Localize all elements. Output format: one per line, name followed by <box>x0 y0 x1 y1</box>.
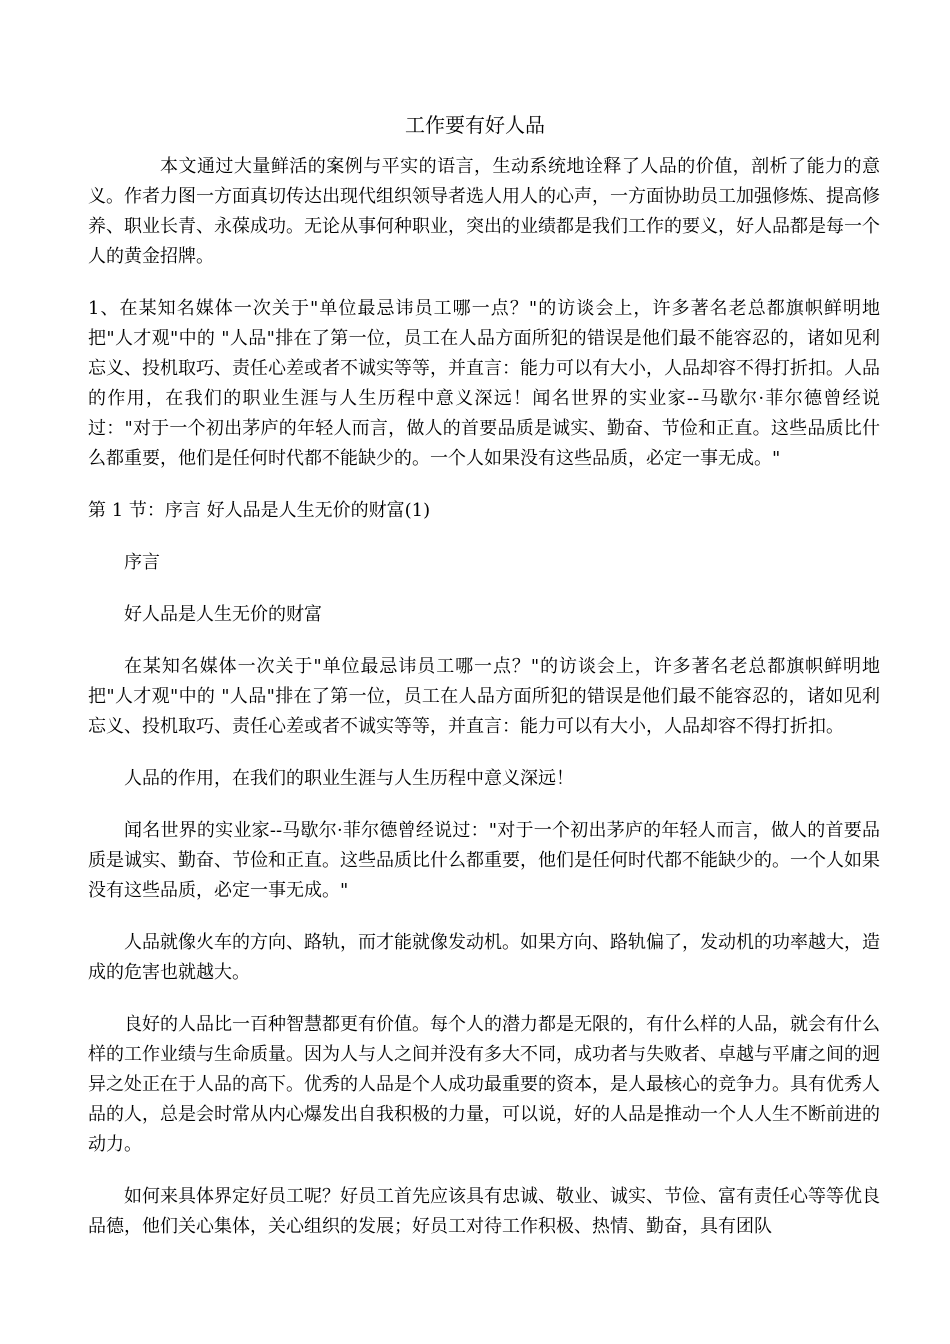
body-paragraph: 如何来具体界定好员工呢？好员工首先应该具有忠诚、敬业、诚实、节俭、富有责任心等等优良品德，他们关心集体，关心组织的发展；好员工对待工作积极、热情、勤奋，具有团队 <box>88 1186 880 1237</box>
section-heading: 第 1 节：序言 好人品是人生无价的财富(1) <box>88 500 431 521</box>
intro-paragraph: 本文通过大量鲜活的案例与平实的语言，生动系统地诠释了人品的价值，剖析了能力的意义。作者力图一方面真切传达出现代组织领导者选人用人的心声，一方面协助员工加强修炼、提高修养、职业长青、永葆成功。无论从事何种职业，突出的业绩都是我们工作的要义，好人品都是每一个人的黄金招牌。 <box>88 156 880 267</box>
numbered-paragraph: 1、在某知名媒体一次关于"单位最忌讳员工哪一点？"的访谈会上，许多著名老总都旗帜鲜明地把"人才观"中的 "人品"排在了第一位，员工在人品方面所犯的错误是他们最不能容忍的，诸如见利忘义、投机取巧、责任心差或者不诚实等等，并直言：能力可以有大小，人品却容不得打折扣。人品的作用，在我们的职业生涯与人生历程中意义深远！闻名世界的实业家--马歇尔·菲尔德曾经说过："对于一个初出茅庐的年轻人而言，做人的首要品质是诚实、勤奋、节俭和正直。这些品质比什么都重要，他们是任何时代都不能缺少的。一个人如果没有这些品质，必定一事无成。" <box>88 298 880 469</box>
body-paragraph: 良好的人品比一百种智慧都更有价值。每个人的潜力都是无限的，有什么样的人品，就会有什么样的工作业绩与生命质量。因为人与人之间并没有多大不同，成功者与失败者、卓越与平庸之间的迥异之处正在于人品的高下。优秀的人品是个人成功最重要的资本，是人最核心的竞争力。具有优秀人品的人，总是会时常从内心爆发出自我积极的力量，可以说，好的人品是推动一个人人生不断前进的动力。 <box>88 1014 880 1155</box>
subheading-title: 好人品是人生无价的财富 <box>124 604 322 625</box>
body-paragraph: 在某知名媒体一次关于"单位最忌讳员工哪一点？"的访谈会上，许多著名老总都旗帜鲜明地把"人才观"中的 "人品"排在了第一位，员工在人品方面所犯的错误是他们最不能容忍的，诸如见利忘义、投机取巧、责任心差或者不诚实等等，并直言：能力可以有大小，人品却容不得打折扣。 <box>88 656 880 737</box>
body-paragraph: 人品就像火车的方向、路轨，而才能就像发动机。如果方向、路轨偏了，发动机的功率越大，造成的危害也就越大。 <box>88 932 880 983</box>
body-paragraph: 闻名世界的实业家--马歇尔·菲尔德曾经说过："对于一个初出茅庐的年轻人而言，做人的首要品质是诚实、勤奋、节俭和正直。这些品质比什么都重要，他们是任何时代都不能缺少的。一个人如果没有这些品质，必定一事无成。" <box>88 820 880 901</box>
subheading-preface: 序言 <box>124 552 160 573</box>
document-body <box>88 152 880 1264</box>
body-paragraph: 人品的作用，在我们的职业生涯与人生历程中意义深远！ <box>124 768 574 789</box>
document-title: 工作要有好人品 <box>405 113 545 138</box>
